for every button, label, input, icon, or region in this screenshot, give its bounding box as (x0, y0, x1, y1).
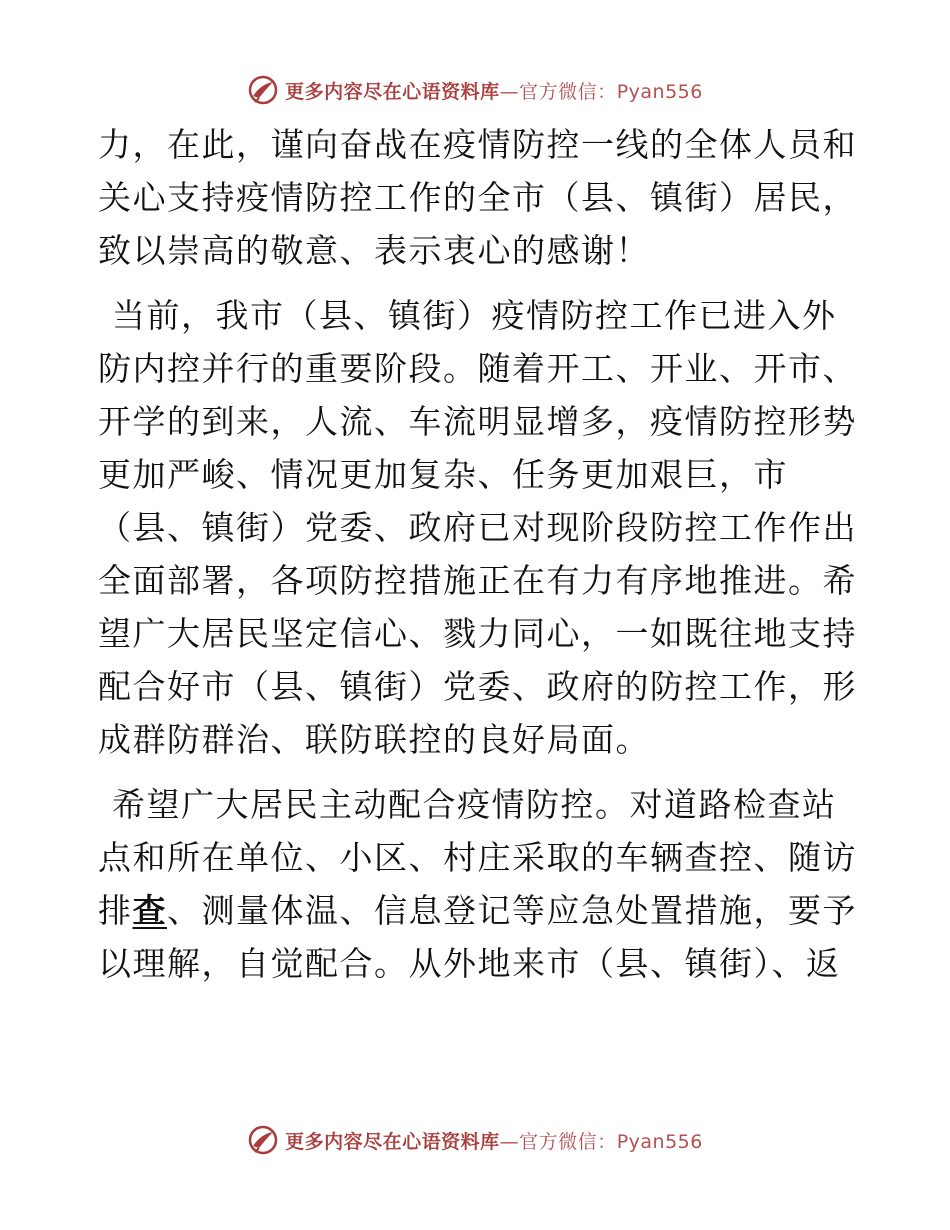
text-line: 望广大居民坚定信心、戮力同心，一如既往地支持 (98, 614, 857, 653)
footer-banner (0, 1120, 950, 1160)
text-line: 开学的到来，人流、车流明显增多，疫情防控形势 (98, 402, 857, 441)
pen-logo-icon (247, 1124, 279, 1156)
emphasis-before: 排 (98, 891, 133, 930)
header-banner-account: Pyan556 (616, 80, 703, 103)
footer-banner-light: 官方微信： (519, 1130, 617, 1153)
paragraph-1 (98, 118, 857, 277)
text-line: 成群防群治、联防联控的良好局面。 (98, 720, 650, 759)
text-line: 当前，我市（县、镇街）疫情防控工作已进入外 (112, 296, 837, 335)
text-line: 力，在此，谨向奋战在疫情防控一线的全体人员和 (98, 125, 857, 164)
text-line: 关心支持疫情防控工作的全市（县、镇街）居民， (98, 178, 857, 217)
text-line: 全面部署，各项防控措施正在有力有序地推进。希 (98, 561, 857, 600)
text-line-with-emphasis (98, 884, 857, 937)
footer-banner-dash: — (499, 1130, 520, 1153)
text-line: 配合好市（县、镇街）党委、政府的防控工作，形 (98, 667, 857, 706)
document-body (98, 118, 857, 990)
paragraph-3 (98, 778, 857, 990)
emphasized-word: 查 (132, 891, 167, 930)
footer-banner-text (285, 1127, 703, 1154)
footer-banner-strong: 更多内容尽在心语资料库 (285, 1130, 500, 1153)
text-line: 以理解，自觉配合。从外地来市（县、镇街）、返 (98, 944, 841, 983)
text-line: 点和所在单位、小区、村庄采取的车辆查控、随访 (98, 838, 857, 877)
text-line: （县、镇街）党委、政府已对现阶段防控工作作出 (98, 508, 857, 547)
text-line: 更加严峻、情况更加复杂、任务更加艰巨，市 (98, 455, 788, 494)
text-line: 致以崇高的敬意、表示衷心的感谢！ (98, 231, 650, 270)
footer-banner-account: Pyan556 (616, 1130, 703, 1153)
text-line: 希望广大居民主动配合疫情防控。对道路检查站 (112, 785, 837, 824)
pen-logo-icon (247, 74, 279, 106)
header-banner-strong: 更多内容尽在心语资料库 (285, 80, 500, 103)
text-line: 防内控并行的重要阶段。随着开工、开业、开市、 (98, 349, 857, 388)
paragraph-2 (98, 289, 857, 766)
header-banner-light: 官方微信： (519, 80, 617, 103)
header-banner-dash: — (499, 80, 520, 103)
header-banner (0, 70, 950, 110)
emphasis-after: 、测量体温、信息登记等应急处置措施，要予 (167, 891, 857, 930)
header-banner-text (285, 77, 703, 104)
